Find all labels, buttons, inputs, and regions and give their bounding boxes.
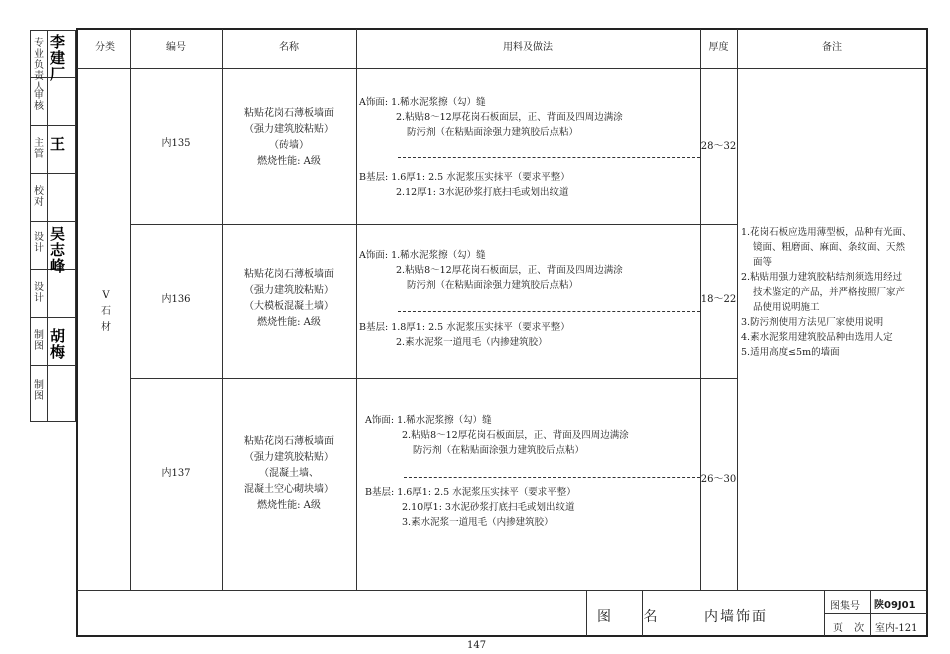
approval-label-3: 主管 bbox=[34, 138, 44, 160]
approval-sig-5: 吴志峰 bbox=[50, 225, 66, 275]
approval-column bbox=[30, 30, 76, 422]
header-code: 编号 bbox=[166, 42, 186, 53]
tb-mid bbox=[824, 613, 927, 614]
header-name: 名称 bbox=[279, 42, 299, 53]
col-line-3 bbox=[356, 29, 357, 590]
row2-name: 粘贴花岗石薄板墙面 （强力建筑胶粘贴） （大模板混凝土墙） 燃烧性能: A级 bbox=[244, 269, 334, 328]
category-label: V 石 材 bbox=[101, 290, 111, 333]
approval-label-6: 设计 bbox=[34, 282, 44, 304]
row3-name: 粘贴花岗石薄板墙面 （强力建筑胶粘贴） （混凝土墙、 混凝土空心砌块墙） 燃烧性能: A级 bbox=[244, 436, 334, 511]
figure-name-label: 图 名 bbox=[597, 609, 672, 625]
row-divider-2 bbox=[130, 378, 737, 379]
row1-base-layers: B基层: 1.6厚1: 2.5 水泥浆压实抹平（要求平整） 2.12厚1: 3水泥砂浆打底扫毛或划出纹道 bbox=[359, 172, 570, 198]
page-number: 147 bbox=[467, 640, 487, 651]
row2-code: 内136 bbox=[161, 294, 191, 305]
header-method: 用料及做法 bbox=[503, 42, 553, 53]
col-line-1 bbox=[130, 29, 131, 590]
approval-label-8: 制图 bbox=[34, 380, 44, 402]
approval-label-7: 制图 bbox=[34, 330, 44, 352]
header-category: 分类 bbox=[95, 42, 115, 53]
approval-label-4: 校对 bbox=[34, 186, 44, 208]
approval-label-5: 设计 bbox=[34, 232, 44, 254]
row-divider-1 bbox=[130, 224, 737, 225]
approval-sig-1: 李建厂 bbox=[50, 33, 66, 83]
row1-name: 粘贴花岗石薄板墙面 （强力建筑胶粘贴） （砖墙） 燃烧性能: A级 bbox=[244, 108, 334, 167]
row1-thickness: 28～32 bbox=[700, 141, 737, 152]
tb-line-1 bbox=[586, 591, 587, 636]
header-divider bbox=[77, 68, 927, 69]
approval-sig-3: 王 bbox=[50, 135, 66, 153]
row1-code: 内135 bbox=[161, 138, 191, 149]
row2-thickness: 18～22 bbox=[700, 294, 737, 305]
row2-finish-layers: A饰面: 1.稀水泥浆擦（勾）缝 2.粘贴8～12厚花岗石板面层，正、背面及四周边满涂 防污剂（在粘贴面涂强力建筑胶后点粘） bbox=[359, 250, 623, 291]
title-block-top bbox=[77, 590, 927, 591]
figure-name: 内墙饰面 bbox=[704, 609, 768, 625]
row1-finish-layers: A饰面: 1.稀水泥浆擦（勾）缝 2.粘贴8～12厚花岗石板面层，正、背面及四周边满涂 防污剂（在粘贴面涂强力建筑胶后点粘） bbox=[359, 97, 623, 138]
row3-finish-layers: A饰面: 1.稀水泥浆擦（勾）缝 2.粘贴8～12厚花岗石板面层，正、背面及四周边满涂 防污剂（在粘贴面涂强力建筑胶后点粘） bbox=[365, 415, 629, 456]
atlas-value: 陕09J01 bbox=[874, 600, 916, 611]
header-thickness: 厚度 bbox=[708, 42, 729, 53]
row1-dash bbox=[398, 157, 700, 158]
approval-label-2: 审核 bbox=[34, 90, 44, 112]
page-label: 页 次 bbox=[833, 623, 869, 634]
row3-dash bbox=[404, 477, 700, 478]
page-value: 室内-121 bbox=[875, 623, 918, 634]
col-line-4 bbox=[700, 29, 701, 590]
col-line-5 bbox=[737, 29, 738, 590]
row3-base-layers: B基层: 1.6厚1: 2.5 水泥浆压实抹平（要求平整） 2.10厚1: 3水泥砂浆打底扫毛或划出纹道 3.素水泥浆一道甩毛（内掺建筑胶） bbox=[365, 487, 576, 528]
row2-dash bbox=[398, 311, 700, 312]
row2-base-layers: B基层: 1.8厚1: 2.5 水泥浆压实抹平（要求平整） 2.素水泥浆一道甩毛（内掺建筑胶） bbox=[359, 322, 570, 348]
approval-label-1: 专业 负责人 bbox=[34, 38, 44, 93]
atlas-label: 图集号 bbox=[830, 601, 860, 612]
approval-sig-7: 胡梅 bbox=[50, 327, 66, 361]
header-notes: 备注 bbox=[822, 42, 842, 53]
row3-thickness: 26～30 bbox=[700, 474, 737, 485]
row3-code: 内137 bbox=[161, 468, 191, 479]
notes-list: 1.花岗石板应选用薄型板，品种有光面、 镜面、粗磨面、麻面、条纹面、天然 面等 2.粘贴用强力建筑胶粘结剂须选用经过 技术鉴定的产品，并严格按照厂家产 品使用说明施工 3.防污剂使用方法见厂家使用说明 4.素水泥浆用建筑胶品种由选用人定 5.适用高度≤5m的墙面 bbox=[741, 227, 912, 358]
